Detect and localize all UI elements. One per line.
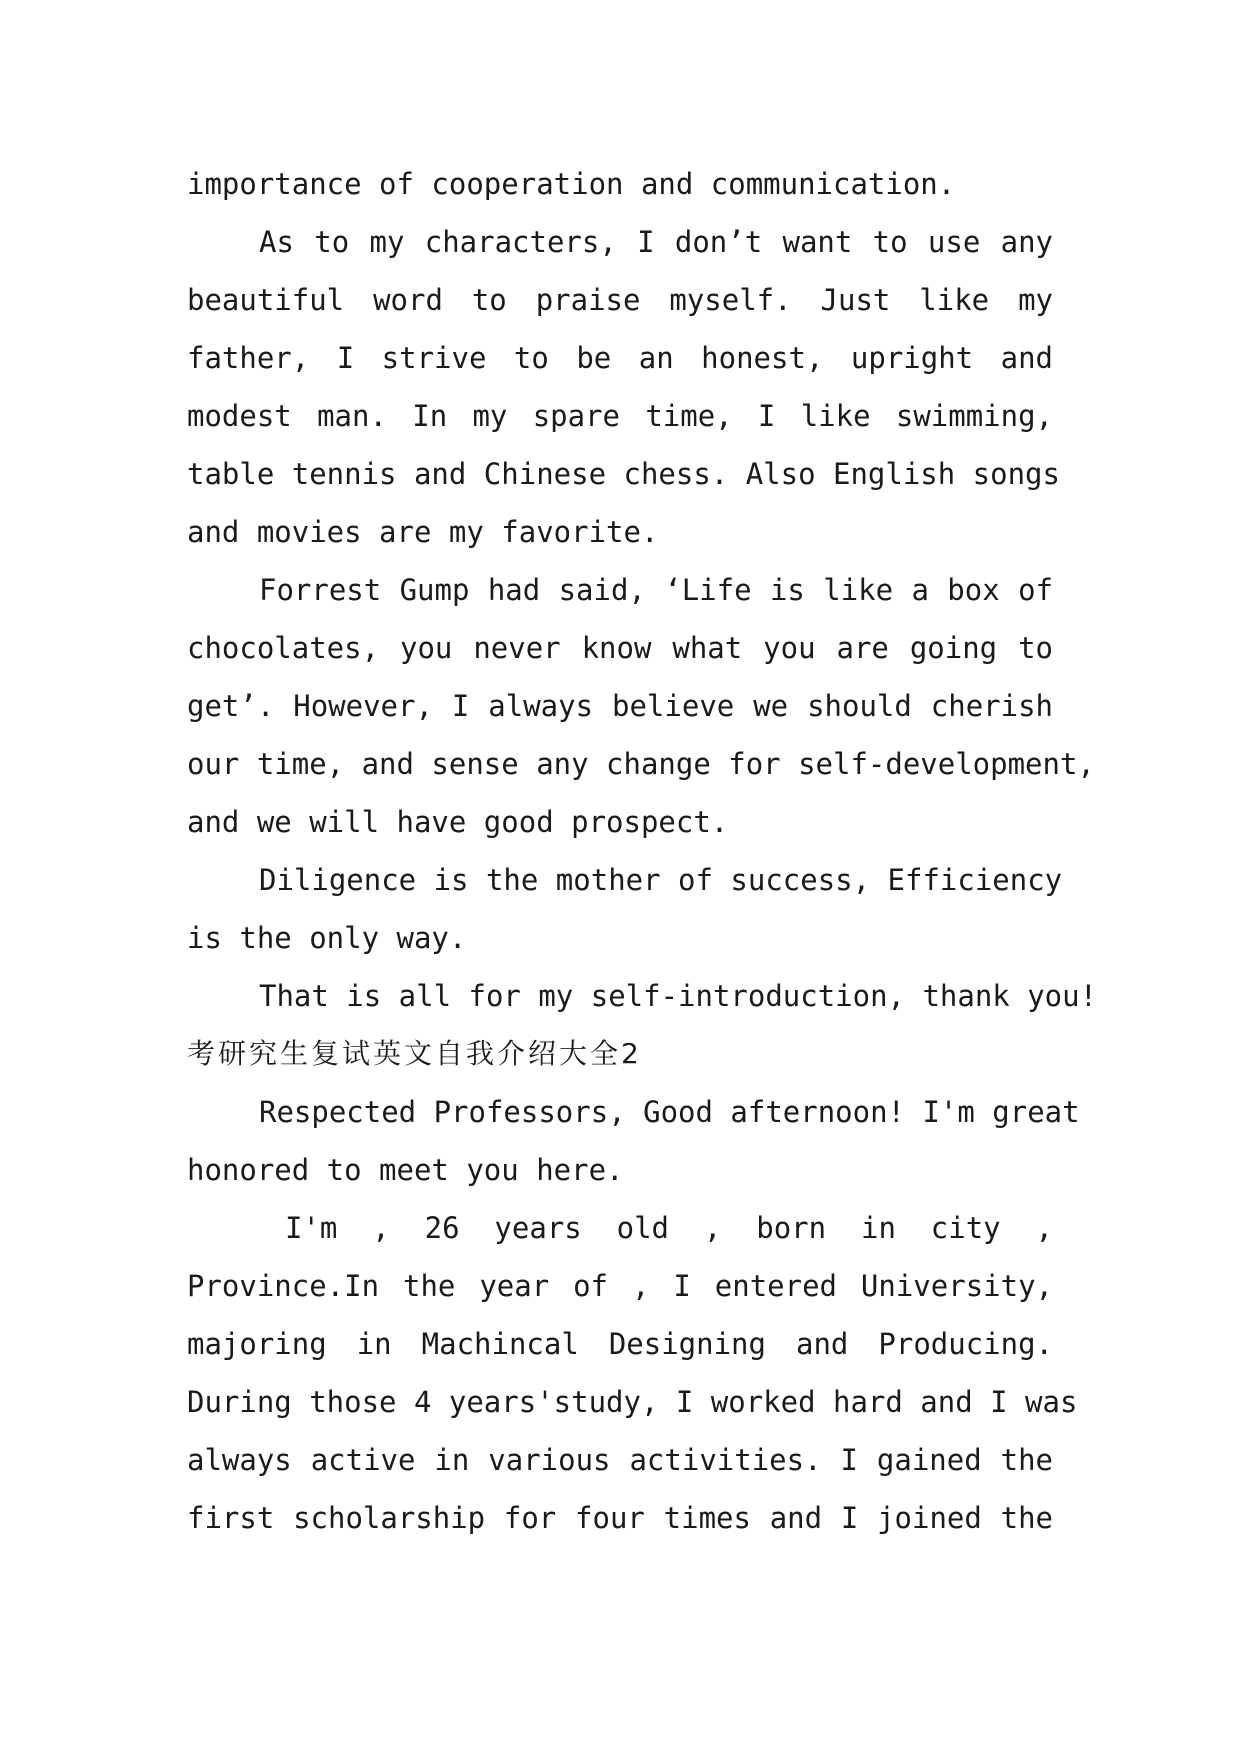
text-line: During those 4 years'study, I worked hard and I was [187,1385,1078,1419]
text-line: and we will have good prospect. [187,805,729,839]
text-line: Province.In the year of , I entered University, [187,1269,1053,1303]
text-line: honored to meet you here. [187,1153,624,1187]
text-line: As to my characters, I don’t want to use any [259,225,1053,259]
document-body [187,155,1098,1547]
text-line: table tennis and Chinese chess. Also English songs [187,457,1060,491]
text-line: get’. However, I always believe we should cherish [187,689,1053,723]
text-line: I'm , 26 years old , born in city , [285,1211,1053,1245]
text-line: That is all for my self-introduction, thank you! [259,979,1098,1013]
text-line: is the only way. [187,921,467,955]
text-line: father, I strive to be an honest, upright and [187,341,1053,375]
text-line: always active in various activities. I gained the [187,1443,1053,1477]
text-line: our time, and sense any change for self-development, [187,747,1095,781]
text-line: beautiful word to praise myself. Just like my [187,283,1053,317]
text-line: Diligence is the mother of success, Efficiency [259,863,1063,897]
text-line: first scholarship for four times and I joined the [187,1501,1053,1535]
text-line: Respected Professors, Good afternoon! I'm great [259,1095,1080,1129]
text-line: majoring in Machincal Designing and Producing. [187,1327,1053,1361]
text-line: and movies are my favorite. [187,515,659,549]
section-heading: 考研究生复试英文自我介绍大全2 [187,1037,642,1070]
text-line: importance of cooperation and communication. [187,167,956,201]
text-line: modest man. In my spare time, I like swimming, [187,399,1053,433]
text-line: chocolates, you never know what you are going to [187,631,1053,665]
text-line: Forrest Gump had said, ‘Life is like a box of [259,573,1053,607]
